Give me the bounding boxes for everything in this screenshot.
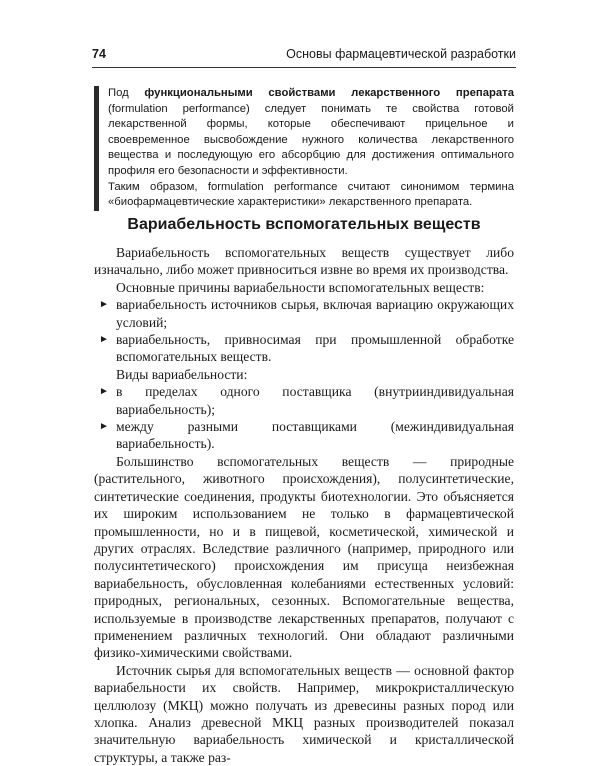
intro-paragraph: Вариабельность вспомогательных веществ существует либо изначально, либо может привноситься извне во время их производства. [94,245,514,278]
causes-list [94,296,514,366]
triangle-bullet-icon: ► [99,334,109,346]
list-item: ► в пределах одного поставщика (внутрииндивидуальная вариабельность); [99,384,514,417]
definition-term: функциональными свойствами лекарственного препарата [144,87,514,99]
section-title: Вариабельность вспомогательных веществ [127,216,481,233]
types-lead: Виды вариабельности: [116,366,248,382]
page-number: 74 [92,47,106,61]
triangle-bullet-icon: ► [99,299,109,311]
definition-paragraph [108,86,514,180]
definition-text: (formulation performance) следует понимать те свойства готовой лекарственной формы, которые обеспечивают прицельное и своевременное высвобождение нужного количества лекарственного вещества и последующую его абсорбцию для достижения оптимального профиля его безопасности и эффективности. [108,102,514,177]
triangle-bullet-icon: ► [99,386,109,398]
majority-paragraph: Большинство вспомогательных веществ — природные (растительного, животного происхождения), полусинтетические, синтетические соединения, продукты биотехнологии. Это объясняется их широким использованием не только в фармацевтической промышленности, но и в пищевой, косметической, химической и других отраслях. Вследствие различного (например, природного или полусинтетического) происхождения им присуща неизбежная вариабельность, обусловленная колебаниями естественных условий: природных, региональных, сезонных. Вспомогательные вещества, используемые в производстве лекарственных препаратов, получают с применением различных технологий. Они обладают различными физико-химическими свойствами. [94,453,514,661]
running-title: Основы фармацевтической разработки [286,47,516,61]
definition-prefix: Под [108,87,145,99]
list-item: ► вариабельность, привносимая при промышленной обработке вспомогательных веществ. [99,332,514,365]
triangle-bullet-icon: ► [99,421,109,433]
source-paragraph: Источник сырья для вспомогательных веществ — основной фактор вариабельности их свойств. Например, микрокристаллическую целлюлозу (МКЦ) можно получать из древесины разных пород или хлопка. Анализ древесной МКЦ разных производителей показал значительную вариабельность химической и кристаллической структуры, а также раз- [94,662,514,765]
body-text [94,244,514,766]
header-rule [92,67,516,68]
types-list [94,383,514,453]
list-item: ► вариабельность источников сырья, включая вариацию окружающих условий; [99,297,514,330]
synonym-paragraph: Таким образом, formulation performance считают синонимом термина «биофармацевтические характеристики» лекарственного препарата. [108,180,514,209]
definition-box [94,86,514,211]
causes-lead: Основные причины вариабельности вспомогательных веществ: [116,279,485,295]
list-item: ► между разными поставщиками (межиндивидуальная вариабельность). [99,419,514,452]
